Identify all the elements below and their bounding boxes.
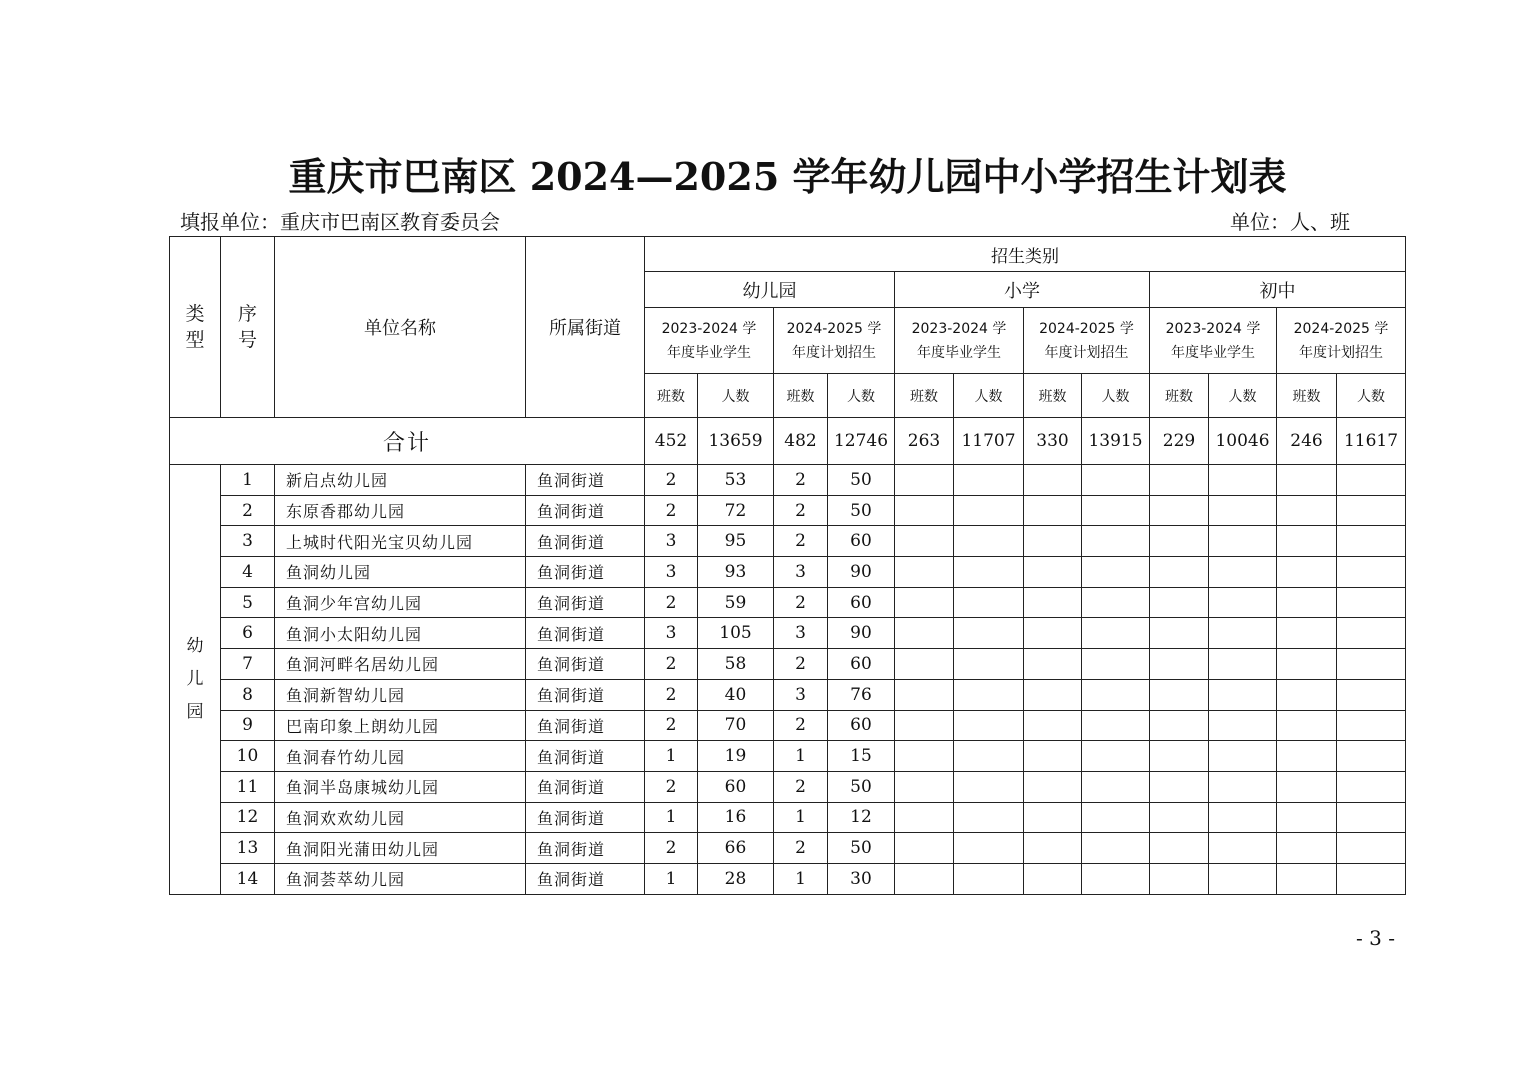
row-street: 鱼洞街道 — [526, 741, 645, 772]
header-type: 类 型 — [170, 237, 221, 418]
empty-cell — [1024, 618, 1082, 649]
empty-cell — [895, 526, 954, 557]
empty-cell — [1209, 802, 1277, 833]
empty-cell — [1209, 863, 1277, 894]
row-seq: 7 — [221, 649, 275, 680]
row-value: 16 — [698, 802, 774, 833]
empty-cell — [895, 618, 954, 649]
empty-cell — [954, 741, 1024, 772]
row-unit-name: 上城时代阳光宝贝幼儿园 — [275, 526, 526, 557]
row-seq: 8 — [221, 679, 275, 710]
row-value: 59 — [698, 587, 774, 618]
row-seq: 3 — [221, 526, 275, 557]
empty-cell — [954, 587, 1024, 618]
empty-cell — [954, 771, 1024, 802]
empty-cell — [1277, 495, 1337, 526]
empty-cell — [1150, 465, 1209, 496]
row-value: 1 — [774, 741, 828, 772]
row-street: 鱼洞街道 — [526, 587, 645, 618]
row-unit-name: 鱼洞幼儿园 — [275, 557, 526, 588]
empty-cell — [1024, 679, 1082, 710]
row-unit-name: 鱼洞小太阳幼儿园 — [275, 618, 526, 649]
header-kindergarten: 幼儿园 — [645, 272, 895, 308]
empty-cell — [1209, 495, 1277, 526]
row-value: 60 — [828, 649, 895, 680]
page-number: - 3 - — [1356, 926, 1395, 950]
table-row — [170, 863, 1406, 894]
header-name: 单位名称 — [275, 237, 526, 418]
form-info-line — [180, 206, 1350, 235]
row-value: 70 — [698, 710, 774, 741]
empty-cell — [1337, 771, 1406, 802]
empty-cell — [1277, 802, 1337, 833]
empty-cell — [1024, 557, 1082, 588]
empty-cell — [1082, 802, 1150, 833]
empty-cell — [895, 557, 954, 588]
header-people: 人数 — [1082, 374, 1150, 418]
header-junior: 初中 — [1150, 272, 1406, 308]
row-seq: 12 — [221, 802, 275, 833]
empty-cell — [1209, 710, 1277, 741]
table-row — [170, 649, 1406, 680]
empty-cell — [1209, 618, 1277, 649]
empty-cell — [1082, 649, 1150, 680]
row-street: 鱼洞街道 — [526, 465, 645, 496]
table-row — [170, 526, 1406, 557]
row-value: 12 — [828, 802, 895, 833]
empty-cell — [1337, 679, 1406, 710]
empty-cell — [1082, 679, 1150, 710]
header-primary: 小学 — [895, 272, 1150, 308]
table-row — [170, 802, 1406, 833]
row-value: 66 — [698, 833, 774, 864]
row-value: 19 — [698, 741, 774, 772]
row-street: 鱼洞街道 — [526, 618, 645, 649]
total-cell: 452 — [645, 418, 698, 465]
header-grad-junior: 2023-2024 学 年度毕业学生 — [1150, 308, 1277, 374]
row-unit-name: 东原香郡幼儿园 — [275, 495, 526, 526]
empty-cell — [1024, 526, 1082, 557]
enrollment-plan-table — [169, 236, 1406, 895]
empty-cell — [954, 679, 1024, 710]
empty-cell — [1209, 679, 1277, 710]
empty-cell — [895, 802, 954, 833]
row-unit-name: 鱼洞春竹幼儿园 — [275, 741, 526, 772]
empty-cell — [1277, 771, 1337, 802]
empty-cell — [1209, 587, 1277, 618]
table-row — [170, 771, 1406, 802]
empty-cell — [1082, 771, 1150, 802]
empty-cell — [1150, 771, 1209, 802]
total-cell: 11617 — [1337, 418, 1406, 465]
row-value: 2 — [774, 465, 828, 496]
empty-cell — [954, 649, 1024, 680]
empty-cell — [895, 833, 954, 864]
row-value: 1 — [645, 741, 698, 772]
header-people: 人数 — [698, 374, 774, 418]
group-type-char: 园 — [186, 701, 204, 722]
empty-cell — [1337, 495, 1406, 526]
row-value: 2 — [645, 649, 698, 680]
row-value: 40 — [698, 679, 774, 710]
empty-cell — [1277, 833, 1337, 864]
empty-cell — [1150, 587, 1209, 618]
total-cell: 13915 — [1082, 418, 1150, 465]
header-classes: 班数 — [1150, 374, 1209, 418]
row-unit-name: 鱼洞荟萃幼儿园 — [275, 863, 526, 894]
row-value: 3 — [645, 557, 698, 588]
row-seq: 1 — [221, 465, 275, 496]
row-seq: 11 — [221, 771, 275, 802]
empty-cell — [954, 618, 1024, 649]
empty-cell — [1082, 587, 1150, 618]
row-value: 50 — [828, 833, 895, 864]
row-value: 2 — [774, 649, 828, 680]
total-cell: 10046 — [1209, 418, 1277, 465]
empty-cell — [954, 802, 1024, 833]
header-grad-primary: 2023-2024 学 年度毕业学生 — [895, 308, 1024, 374]
row-value: 3 — [774, 557, 828, 588]
row-value: 2 — [774, 495, 828, 526]
empty-cell — [895, 863, 954, 894]
empty-cell — [1277, 649, 1337, 680]
empty-cell — [1024, 771, 1082, 802]
row-value: 60 — [828, 526, 895, 557]
row-value: 53 — [698, 465, 774, 496]
empty-cell — [954, 833, 1024, 864]
row-value: 28 — [698, 863, 774, 894]
empty-cell — [1277, 741, 1337, 772]
empty-cell — [1277, 465, 1337, 496]
empty-cell — [954, 465, 1024, 496]
empty-cell — [1337, 710, 1406, 741]
row-value: 95 — [698, 526, 774, 557]
empty-cell — [1277, 863, 1337, 894]
empty-cell — [1277, 679, 1337, 710]
row-unit-name: 鱼洞半岛康城幼儿园 — [275, 771, 526, 802]
row-value: 90 — [828, 557, 895, 588]
header-seq: 序 号 — [221, 237, 275, 418]
row-value: 30 — [828, 863, 895, 894]
total-cell: 482 — [774, 418, 828, 465]
table-row — [170, 495, 1406, 526]
row-value: 15 — [828, 741, 895, 772]
empty-cell — [1024, 587, 1082, 618]
header-grad-kindergarten: 2023-2024 学 年度毕业学生 — [645, 308, 774, 374]
header-people: 人数 — [1337, 374, 1406, 418]
table-row — [170, 741, 1406, 772]
table-row — [170, 587, 1406, 618]
row-value: 105 — [698, 618, 774, 649]
row-value: 50 — [828, 465, 895, 496]
row-value: 2 — [774, 710, 828, 741]
row-value: 2 — [774, 526, 828, 557]
empty-cell — [1337, 465, 1406, 496]
row-street: 鱼洞街道 — [526, 771, 645, 802]
empty-cell — [1277, 526, 1337, 557]
empty-cell — [1209, 557, 1277, 588]
empty-cell — [1209, 741, 1277, 772]
empty-cell — [1024, 833, 1082, 864]
row-street: 鱼洞街道 — [526, 710, 645, 741]
empty-cell — [1337, 557, 1406, 588]
empty-cell — [1082, 710, 1150, 741]
row-value: 58 — [698, 649, 774, 680]
header-street: 所属街道 — [526, 237, 645, 418]
total-cell: 330 — [1024, 418, 1082, 465]
empty-cell — [1277, 710, 1337, 741]
empty-cell — [1337, 618, 1406, 649]
row-value: 72 — [698, 495, 774, 526]
row-unit-name: 鱼洞河畔名居幼儿园 — [275, 649, 526, 680]
empty-cell — [1082, 495, 1150, 526]
empty-cell — [1209, 649, 1277, 680]
total-cell: 13659 — [698, 418, 774, 465]
header-people: 人数 — [1209, 374, 1277, 418]
empty-cell — [1024, 863, 1082, 894]
row-unit-name: 鱼洞阳光蒲田幼儿园 — [275, 833, 526, 864]
header-classes: 班数 — [645, 374, 698, 418]
empty-cell — [954, 710, 1024, 741]
row-street: 鱼洞街道 — [526, 802, 645, 833]
empty-cell — [954, 495, 1024, 526]
row-value: 76 — [828, 679, 895, 710]
row-value: 50 — [828, 495, 895, 526]
empty-cell — [1209, 771, 1277, 802]
row-value: 60 — [698, 771, 774, 802]
table-row — [170, 710, 1406, 741]
header-classes: 班数 — [1277, 374, 1337, 418]
header-category: 招生类别 — [645, 237, 1406, 272]
empty-cell — [1150, 741, 1209, 772]
empty-cell — [1024, 495, 1082, 526]
header-classes: 班数 — [774, 374, 828, 418]
header-classes: 班数 — [895, 374, 954, 418]
empty-cell — [1082, 526, 1150, 557]
empty-cell — [1150, 526, 1209, 557]
empty-cell — [1150, 863, 1209, 894]
empty-cell — [1150, 833, 1209, 864]
row-value: 2 — [645, 771, 698, 802]
row-seq: 6 — [221, 618, 275, 649]
row-value: 3 — [774, 618, 828, 649]
table-row — [170, 679, 1406, 710]
empty-cell — [1082, 863, 1150, 894]
row-seq: 13 — [221, 833, 275, 864]
empty-cell — [954, 526, 1024, 557]
row-value: 2 — [645, 465, 698, 496]
total-label: 合计 — [170, 418, 645, 465]
empty-cell — [1082, 618, 1150, 649]
group-type-label — [170, 465, 221, 895]
empty-cell — [1277, 618, 1337, 649]
total-cell: 246 — [1277, 418, 1337, 465]
empty-cell — [1150, 557, 1209, 588]
row-unit-name: 鱼洞新智幼儿园 — [275, 679, 526, 710]
row-value: 3 — [645, 526, 698, 557]
empty-cell — [895, 465, 954, 496]
row-street: 鱼洞街道 — [526, 495, 645, 526]
empty-cell — [1277, 587, 1337, 618]
empty-cell — [1209, 833, 1277, 864]
empty-cell — [895, 710, 954, 741]
row-seq: 10 — [221, 741, 275, 772]
empty-cell — [1150, 710, 1209, 741]
row-value: 2 — [645, 679, 698, 710]
row-street: 鱼洞街道 — [526, 833, 645, 864]
row-value: 3 — [774, 679, 828, 710]
row-unit-name: 巴南印象上朗幼儿园 — [275, 710, 526, 741]
total-row — [170, 418, 1406, 465]
row-seq: 4 — [221, 557, 275, 588]
empty-cell — [1337, 526, 1406, 557]
empty-cell — [1209, 526, 1277, 557]
empty-cell — [1082, 465, 1150, 496]
empty-cell — [1082, 557, 1150, 588]
empty-cell — [1277, 557, 1337, 588]
empty-cell — [1150, 618, 1209, 649]
row-value: 2 — [774, 587, 828, 618]
total-cell: 229 — [1150, 418, 1209, 465]
table-row — [170, 618, 1406, 649]
empty-cell — [895, 495, 954, 526]
row-value: 1 — [645, 863, 698, 894]
header-plan-primary: 2024-2025 学 年度计划招生 — [1024, 308, 1150, 374]
row-seq: 5 — [221, 587, 275, 618]
total-cell: 11707 — [954, 418, 1024, 465]
empty-cell — [1024, 802, 1082, 833]
row-value: 2 — [645, 710, 698, 741]
row-street: 鱼洞街道 — [526, 557, 645, 588]
row-unit-name: 鱼洞欢欢幼儿园 — [275, 802, 526, 833]
empty-cell — [954, 863, 1024, 894]
row-value: 93 — [698, 557, 774, 588]
row-street: 鱼洞街道 — [526, 679, 645, 710]
row-seq: 2 — [221, 495, 275, 526]
row-value: 3 — [645, 618, 698, 649]
empty-cell — [1024, 465, 1082, 496]
empty-cell — [895, 649, 954, 680]
empty-cell — [1337, 863, 1406, 894]
row-unit-name: 新启点幼儿园 — [275, 465, 526, 496]
table-row — [170, 465, 1406, 496]
empty-cell — [895, 741, 954, 772]
header-people: 人数 — [954, 374, 1024, 418]
header-plan-junior: 2024-2025 学 年度计划招生 — [1277, 308, 1406, 374]
header-classes: 班数 — [1024, 374, 1082, 418]
row-value: 2 — [645, 833, 698, 864]
row-unit-name: 鱼洞少年宫幼儿园 — [275, 587, 526, 618]
header-plan-kindergarten: 2024-2025 学 年度计划招生 — [774, 308, 895, 374]
group-type-char: 幼 — [186, 635, 204, 656]
empty-cell — [1209, 465, 1277, 496]
row-value: 2 — [774, 833, 828, 864]
page-title: 重庆市巴南区 2024—2025 学年幼儿园中小学招生计划表 — [288, 154, 1287, 199]
total-cell: 263 — [895, 418, 954, 465]
empty-cell — [1337, 741, 1406, 772]
empty-cell — [1150, 802, 1209, 833]
empty-cell — [1024, 649, 1082, 680]
empty-cell — [954, 557, 1024, 588]
empty-cell — [895, 679, 954, 710]
row-value: 1 — [645, 802, 698, 833]
empty-cell — [1024, 741, 1082, 772]
row-street: 鱼洞街道 — [526, 526, 645, 557]
row-seq: 14 — [221, 863, 275, 894]
unit-note: 单位：人、班 — [1230, 210, 1350, 234]
row-value: 2 — [645, 495, 698, 526]
row-value: 50 — [828, 771, 895, 802]
empty-cell — [1150, 495, 1209, 526]
empty-cell — [1024, 710, 1082, 741]
row-value: 1 — [774, 863, 828, 894]
empty-cell — [895, 771, 954, 802]
group-type-char: 儿 — [186, 668, 204, 689]
table-row — [170, 557, 1406, 588]
empty-cell — [1337, 833, 1406, 864]
empty-cell — [1150, 679, 1209, 710]
table-row — [170, 833, 1406, 864]
empty-cell — [1082, 833, 1150, 864]
empty-cell — [1150, 649, 1209, 680]
empty-cell — [1337, 649, 1406, 680]
empty-cell — [895, 587, 954, 618]
row-street: 鱼洞街道 — [526, 863, 645, 894]
row-value: 60 — [828, 587, 895, 618]
empty-cell — [1337, 587, 1406, 618]
row-value: 2 — [774, 771, 828, 802]
row-street: 鱼洞街道 — [526, 649, 645, 680]
row-value: 90 — [828, 618, 895, 649]
row-value: 2 — [645, 587, 698, 618]
header-people: 人数 — [828, 374, 895, 418]
row-value: 60 — [828, 710, 895, 741]
empty-cell — [1082, 741, 1150, 772]
empty-cell — [1337, 802, 1406, 833]
row-seq: 9 — [221, 710, 275, 741]
filler-unit: 填报单位：重庆市巴南区教育委员会 — [180, 210, 500, 234]
total-cell: 12746 — [828, 418, 895, 465]
row-value: 1 — [774, 802, 828, 833]
